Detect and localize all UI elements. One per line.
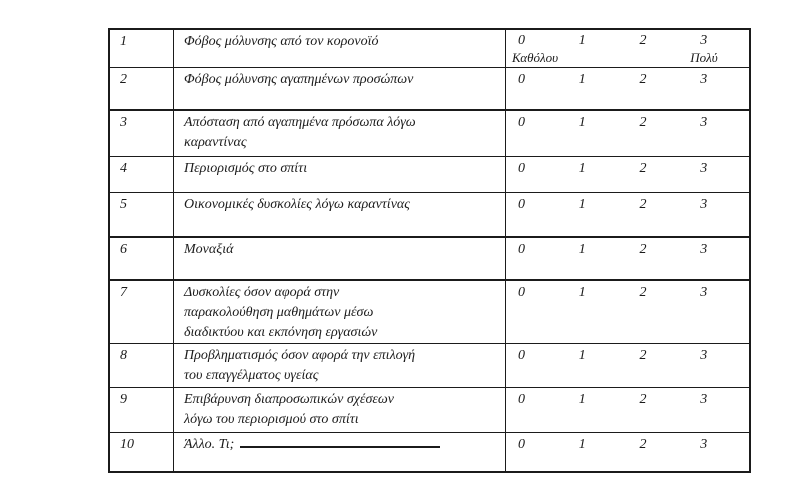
scale-value-0: 0 xyxy=(518,242,525,257)
item-text-cell xyxy=(174,193,506,236)
rating-scale-cell xyxy=(506,68,749,109)
scale-value-0: 0 xyxy=(518,115,525,130)
item-text-cell xyxy=(174,157,506,192)
item-text-cell xyxy=(174,30,506,67)
scale-value-1: 1 xyxy=(578,392,586,407)
table-row xyxy=(110,30,749,68)
table-row xyxy=(110,344,749,388)
table-row xyxy=(110,111,749,157)
item-text-line xyxy=(184,159,501,179)
scale-value-0: 0 xyxy=(518,437,525,452)
item-text-line xyxy=(184,303,501,323)
scale-value-1: 1 xyxy=(578,115,586,130)
scale-value-0: 0 xyxy=(518,285,525,300)
scale-value-2: 2 xyxy=(639,242,647,257)
item-text-line xyxy=(184,366,501,386)
item-text: Φόβος μόλυνσης αγαπημένων προσώπων xyxy=(184,72,414,87)
item-text: Φόβος μόλυνσης από τον κορονοϊό xyxy=(184,34,379,49)
scale-value-0: 0 xyxy=(518,161,525,176)
item-text-line xyxy=(184,133,501,153)
scale-value-3: 3 xyxy=(700,348,708,363)
rating-scale-cell xyxy=(506,344,749,387)
scale-value-3: 3 xyxy=(700,115,708,130)
scale-value-0: 0 xyxy=(518,72,525,87)
row-number: 7 xyxy=(110,281,174,343)
scale-value-2: 2 xyxy=(639,197,647,212)
item-text-cell xyxy=(174,344,506,387)
row-number: 3 xyxy=(110,111,174,156)
fill-in-blank-line xyxy=(240,435,440,448)
item-text: Άλλο. Τι; xyxy=(184,437,235,452)
rating-scale-cell xyxy=(506,30,749,67)
scale-value-0: 0 xyxy=(518,348,525,363)
table-row xyxy=(110,68,749,111)
item-text-line xyxy=(184,240,501,260)
scale-value-2: 2 xyxy=(639,115,647,130)
item-text-line xyxy=(184,323,501,343)
scale-value-1: 1 xyxy=(578,348,586,363)
scale-value-3: 3 xyxy=(700,392,708,407)
scale-value-1: 1 xyxy=(578,437,586,452)
scale-value-3: 3 xyxy=(700,33,708,48)
item-text-cell xyxy=(174,111,506,156)
scale-value-3: 3 xyxy=(700,285,708,300)
row-number: 6 xyxy=(110,238,174,279)
item-text: λόγω του περιορισμού στο σπίτι xyxy=(184,412,359,427)
scale-value-2: 2 xyxy=(639,392,647,407)
item-text-line xyxy=(184,195,501,215)
row-number: 10 xyxy=(110,433,174,471)
item-text: Προβληματισμός όσον αφορά την επιλογή xyxy=(184,348,416,363)
table-row xyxy=(110,193,749,238)
scale-value-1: 1 xyxy=(578,33,586,48)
item-text-cell xyxy=(174,238,506,279)
item-text-cell xyxy=(174,388,506,432)
item-text-line xyxy=(184,283,501,303)
scale-value-0: 0 xyxy=(518,197,525,212)
scale-value-2: 2 xyxy=(639,437,647,452)
scale-value-1: 1 xyxy=(578,285,586,300)
rating-scale-cell xyxy=(506,388,749,432)
item-text: Οικονομικές δυσκολίες λόγω καραντίνας xyxy=(184,197,410,212)
rating-scale-cell xyxy=(506,238,749,279)
row-number: 5 xyxy=(110,193,174,236)
item-text-line xyxy=(184,390,501,410)
rating-scale-cell xyxy=(506,157,749,192)
item-text: διαδικτύου και εκπόνηση εργασιών xyxy=(184,325,378,340)
table-row xyxy=(110,238,749,281)
rating-scale-cell xyxy=(506,193,749,236)
row-number: 2 xyxy=(110,68,174,109)
scale-value-2: 2 xyxy=(639,72,647,87)
scale-min-label: Καθόλου xyxy=(512,50,559,65)
scale-value-2: 2 xyxy=(639,161,647,176)
scale-value-2: 2 xyxy=(639,348,647,363)
scale-value-3: 3 xyxy=(700,242,708,257)
scale-value-0: 0 xyxy=(518,33,525,48)
scale-value-1: 1 xyxy=(578,72,586,87)
scale-value-2: 2 xyxy=(639,285,647,300)
item-text: Επιβάρυνση διαπροσωπικών σχέσεων xyxy=(184,392,394,407)
item-text: Μοναξιά xyxy=(184,242,234,257)
item-text-line xyxy=(184,346,501,366)
row-number: 9 xyxy=(110,388,174,432)
table-row xyxy=(110,157,749,193)
row-number: 8 xyxy=(110,344,174,387)
item-text: παρακολούθηση μαθημάτων μέσω xyxy=(184,305,374,320)
item-text: Περιορισμός στο σπίτι xyxy=(184,161,308,176)
item-text-line xyxy=(184,435,501,455)
scale-label-spacer xyxy=(567,50,628,65)
item-text-line xyxy=(184,70,501,90)
item-text-line xyxy=(184,113,501,133)
rating-scale-cell xyxy=(506,281,749,343)
scale-value-1: 1 xyxy=(578,197,586,212)
item-text-line xyxy=(184,32,501,52)
scale-value-3: 3 xyxy=(700,437,708,452)
item-text: του επαγγέλματος υγείας xyxy=(184,368,319,383)
item-text: Απόσταση από αγαπημένα πρόσωπα λόγω xyxy=(184,115,416,130)
item-text: Δυσκολίες όσον αφορά στην xyxy=(184,285,340,300)
item-text: καραντίνας xyxy=(184,135,247,150)
scale-value-0: 0 xyxy=(518,392,525,407)
scale-value-3: 3 xyxy=(700,72,708,87)
rating-scale-cell xyxy=(506,433,749,471)
table-row xyxy=(110,388,749,433)
table-row xyxy=(110,281,749,344)
scale-value-3: 3 xyxy=(700,161,708,176)
item-text-cell xyxy=(174,433,506,471)
rating-scale-cell xyxy=(506,111,749,156)
scale-value-1: 1 xyxy=(578,161,586,176)
row-number: 4 xyxy=(110,157,174,192)
scale-value-3: 3 xyxy=(700,197,708,212)
item-text-cell xyxy=(174,68,506,109)
item-text-cell xyxy=(174,281,506,343)
questionnaire-table xyxy=(108,28,751,473)
item-text-line xyxy=(184,410,501,430)
scale-max-label: Πολύ xyxy=(690,50,718,65)
table-row xyxy=(110,433,749,471)
scale-label-spacer xyxy=(628,50,689,65)
row-number: 1 xyxy=(110,30,174,67)
scale-value-1: 1 xyxy=(578,242,586,257)
scale-value-2: 2 xyxy=(639,33,647,48)
